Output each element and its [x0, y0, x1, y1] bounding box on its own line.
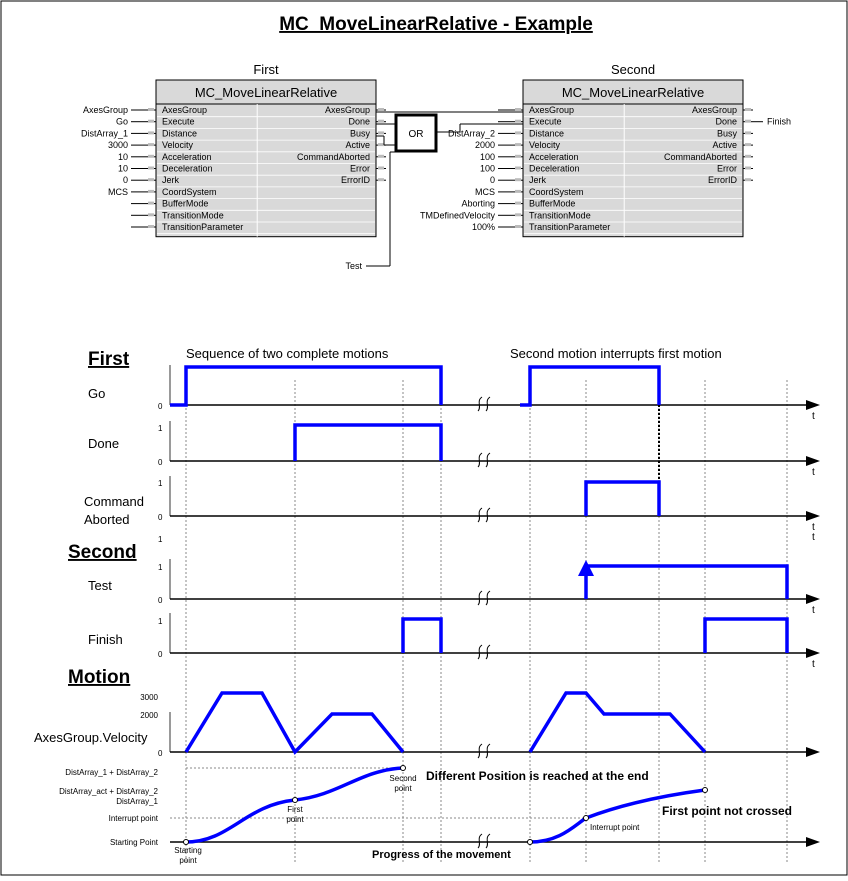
output-pin-marker: [378, 131, 384, 134]
input-value-2: DistArray_2: [447, 128, 495, 139]
position-level-2: DistArray_1: [116, 797, 158, 806]
go-t-label: t: [812, 411, 815, 422]
output-pin-marker: [745, 143, 751, 146]
block-input-4: Acceleration: [529, 151, 579, 162]
block-input-5: Deceleration: [529, 163, 580, 174]
input-pin-marker: [148, 202, 154, 205]
block-output-6: ErrorID: [341, 175, 370, 186]
finish-tick-0: 0: [158, 650, 163, 659]
signal-done-label: Done: [88, 436, 120, 451]
block-input-7: CoordSystem: [162, 186, 217, 197]
input-pin-marker: [148, 108, 154, 111]
or-gate-label: OR: [408, 129, 424, 140]
annotation-second-2: point: [394, 784, 412, 793]
signal-aborted-label-2: Aborted: [84, 512, 130, 527]
block-input-3: Velocity: [162, 140, 194, 151]
caption-left: Sequence of two complete motions: [186, 346, 389, 361]
block-input-3: Velocity: [529, 140, 561, 151]
input-pin-marker: [515, 213, 521, 216]
position-level-3: Interrupt point: [108, 814, 158, 823]
block-input-0: AxesGroup: [529, 105, 575, 115]
input-value-6: 0: [489, 175, 495, 186]
annotation-second-1: Second: [389, 774, 417, 783]
block-input-2: Distance: [529, 128, 565, 139]
block-input-0: AxesGroup: [162, 105, 208, 115]
block-instance-label: First: [253, 62, 279, 77]
annotation-progress: Progress of the movement: [372, 849, 511, 861]
block-output-6: ErrorID: [708, 175, 737, 186]
input-pin-marker: [515, 202, 521, 205]
input-pin-marker: [515, 120, 521, 123]
input-pin-marker: [515, 108, 521, 111]
input-value-9: TMDefinedVelocity: [419, 210, 495, 221]
signal-test-label: Test: [88, 578, 112, 593]
input-pin-marker: [148, 167, 154, 170]
input-pin-marker: [148, 120, 154, 123]
input-value-10: 100%: [471, 222, 495, 232]
annotation-not-crossed: First point not crossed: [662, 804, 793, 818]
aborted-tick-0: 0: [158, 513, 163, 522]
signal-finish-label: Finish: [88, 632, 123, 647]
input-value-3: 3000: [107, 140, 128, 151]
velocity-tick-0: 0: [158, 749, 163, 758]
section-second: Second: [68, 542, 137, 563]
input-value-4: 100: [479, 151, 495, 162]
aborted-t-label-2: t: [812, 532, 815, 543]
output-pin-marker: [745, 155, 751, 158]
input-pin-marker: [515, 131, 521, 134]
position-marker-second: [401, 766, 406, 771]
output-pin-marker: [378, 120, 384, 123]
block-input-5: Deceleration: [162, 163, 213, 174]
done-tick-1: 1: [158, 424, 163, 433]
output-pin-marker: [745, 108, 751, 111]
output-pin-marker: [378, 178, 384, 181]
signal-aborted-label-1: Command: [84, 494, 144, 509]
position-marker-starting: [184, 840, 189, 845]
output-pin-marker: [378, 143, 384, 146]
position-level-0: DistArray_1 + DistArray_2: [65, 768, 158, 777]
test-tick-0: 0: [158, 596, 163, 605]
diagram-title: MC_MoveLinearRelative - Example: [279, 14, 593, 35]
position-marker-interrupt: [584, 816, 589, 821]
position-marker-start-2: [528, 840, 533, 845]
input-pin-marker: [148, 155, 154, 158]
input-pin-marker: [148, 143, 154, 146]
block-output-0: AxesGroup: [691, 105, 737, 115]
output-pin-marker: [378, 167, 384, 170]
block-output-1: Done: [348, 116, 370, 127]
block-input-2: Distance: [162, 128, 198, 139]
block-output-0: AxesGroup: [324, 105, 370, 115]
input-value-8: Aborting: [461, 198, 495, 209]
block-input-1: Execute: [162, 116, 195, 127]
position-marker-first: [293, 798, 298, 803]
position-marker-end-2: [703, 788, 708, 793]
block-output-4: CommandAborted: [663, 151, 737, 162]
block-input-9: TransitionMode: [529, 210, 591, 221]
position-level-1: DistArray_act + DistArray_2: [59, 787, 158, 796]
block-input-7: CoordSystem: [529, 186, 584, 197]
aborted-t-label: t: [812, 522, 815, 533]
velocity-tick-2000: 2000: [140, 711, 158, 720]
annotation-interrupt: Interrupt point: [590, 823, 640, 832]
block-output-3: Active: [345, 140, 370, 151]
input-value-6: 0: [122, 175, 128, 186]
signal-go-label: Go: [88, 386, 106, 401]
block-output-2: Busy: [716, 128, 737, 139]
signal-velocity-label: AxesGroup.Velocity: [34, 730, 148, 745]
block-output-4: CommandAborted: [296, 151, 370, 162]
block-output-5: Error: [717, 163, 737, 174]
block-output-3: Active: [712, 140, 737, 151]
block-header: MC_MoveLinearRelative: [194, 85, 338, 100]
input-pin-marker: [515, 167, 521, 170]
input-pin-marker: [515, 155, 521, 158]
input-value-4: 10: [117, 151, 128, 162]
caption-right: Second motion interrupts first motion: [510, 346, 722, 361]
aborted-extra-tick-1: 1: [158, 535, 163, 544]
go-tick-0: 0: [158, 402, 163, 411]
output-pin-marker: [378, 108, 384, 111]
input-value-2: DistArray_1: [80, 128, 128, 139]
block-input-10: TransitionParameter: [162, 222, 244, 232]
position-level-4: Starting Point: [109, 838, 158, 847]
finish-output-label: Finish: [767, 116, 792, 127]
annotation-starting-1: Starting: [174, 846, 202, 855]
block-output-1: Done: [715, 116, 737, 127]
block-header: MC_MoveLinearRelative: [561, 85, 705, 100]
input-value-0: AxesGroup: [82, 105, 128, 115]
block-input-8: BufferMode: [529, 198, 576, 209]
test-t-label: t: [812, 605, 815, 616]
test-input-label: Test: [345, 261, 362, 271]
output-pin-marker: [745, 131, 751, 134]
input-pin-marker: [148, 225, 154, 228]
section-motion: Motion: [68, 667, 131, 688]
input-pin-marker: [515, 190, 521, 193]
block-input-9: TransitionMode: [162, 210, 224, 221]
done-tick-0: 0: [158, 458, 163, 467]
block-input-6: Jerk: [162, 175, 180, 186]
input-value-5: 100: [479, 163, 495, 174]
velocity-tick-3000: 3000: [140, 693, 158, 702]
annotation-first-1: First: [287, 805, 303, 814]
input-pin-marker: [148, 213, 154, 216]
output-pin-marker: [745, 120, 751, 123]
input-pin-marker: [148, 131, 154, 134]
block-input-4: Acceleration: [162, 151, 212, 162]
done-t-label: t: [812, 467, 815, 478]
annotation-first-2: point: [286, 815, 304, 824]
annotation-starting-2: point: [179, 856, 197, 865]
input-pin-marker: [148, 178, 154, 181]
block-output-5: Error: [350, 163, 370, 174]
output-pin-marker: [745, 167, 751, 170]
input-value-7: MCS: [108, 186, 128, 197]
section-first: First: [88, 349, 130, 370]
input-value-5: 10: [117, 163, 128, 174]
input-value-7: MCS: [475, 186, 495, 197]
finish-tick-1: 1: [158, 617, 163, 626]
input-pin-marker: [515, 178, 521, 181]
annotation-different-position: Different Position is reached at the end: [426, 769, 649, 783]
test-tick-1: 1: [158, 563, 163, 572]
block-instance-label: Second: [610, 62, 656, 77]
input-pin-marker: [515, 143, 521, 146]
block-input-10: TransitionParameter: [529, 222, 611, 232]
input-pin-marker: [515, 225, 521, 228]
output-pin-marker: [745, 178, 751, 181]
block-input-6: Jerk: [529, 175, 547, 186]
input-pin-marker: [148, 190, 154, 193]
finish-t-label: t: [812, 659, 815, 670]
input-value-1: Go: [115, 116, 128, 127]
block-output-2: Busy: [349, 128, 370, 139]
block-input-8: BufferMode: [162, 198, 209, 209]
block-input-1: Execute: [529, 116, 562, 127]
input-value-3: 2000: [474, 140, 495, 151]
output-pin-marker: [378, 155, 384, 158]
aborted-tick-1: 1: [158, 479, 163, 488]
